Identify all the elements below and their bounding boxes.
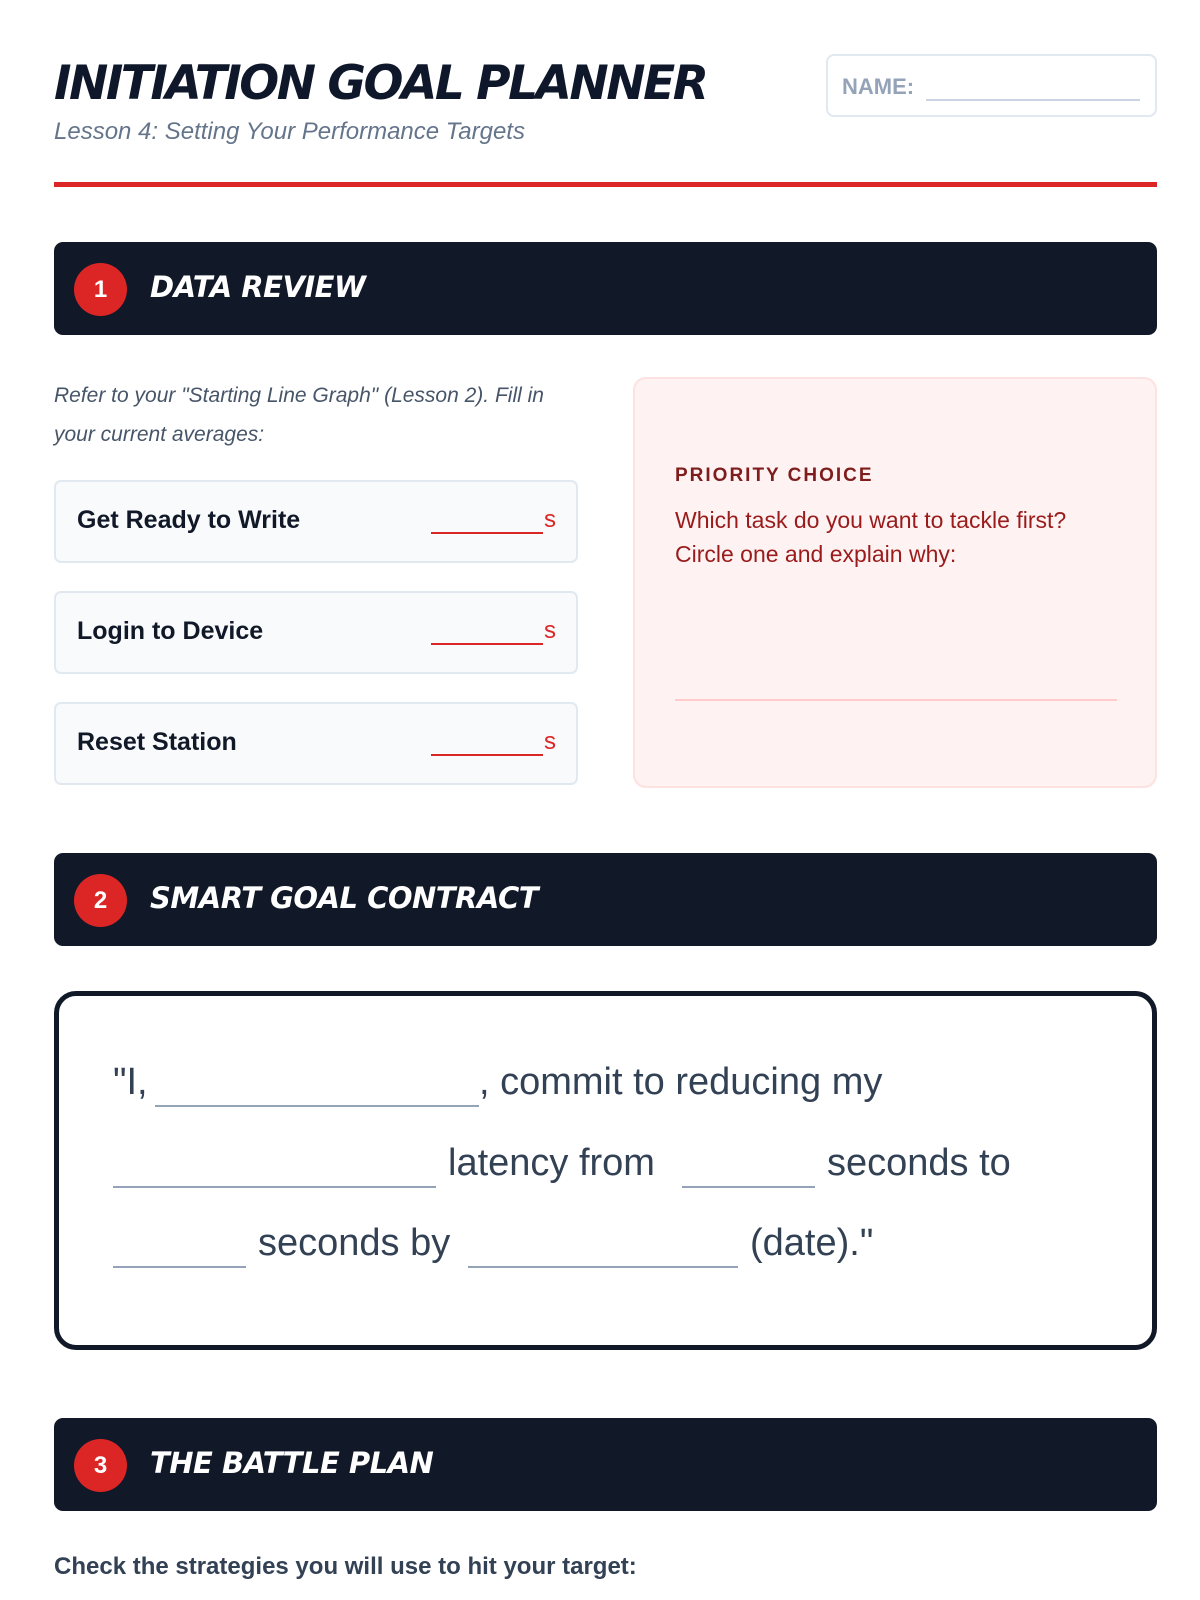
page-subtitle: Lesson 4: Setting Your Performance Targets bbox=[54, 118, 525, 145]
worksheet-page bbox=[54, 0, 1156, 1600]
name-label: NAME: bbox=[842, 74, 915, 99]
name-blank-line[interactable] bbox=[926, 99, 1140, 101]
name-field[interactable] bbox=[826, 54, 1157, 117]
task-time-blank[interactable] bbox=[431, 754, 543, 756]
contract-text: seconds by bbox=[258, 1222, 451, 1264]
section-title: DATA REVIEW bbox=[150, 270, 366, 304]
contract-text: (date)." bbox=[750, 1222, 874, 1264]
contract-date-blank[interactable] bbox=[468, 1266, 738, 1268]
section-number-badge: 3 bbox=[74, 1439, 127, 1492]
priority-question: Which task do you want to tackle first? Circle one and explain why: bbox=[675, 507, 1067, 567]
priority-heading: PRIORITY CHOICE bbox=[675, 465, 874, 486]
contract-text: , commit to reducing my bbox=[479, 1061, 883, 1103]
task-label: Get Ready to Write bbox=[77, 506, 301, 534]
task-card-reset-station bbox=[54, 702, 578, 785]
task-time-blank[interactable] bbox=[431, 532, 543, 534]
data-review-instruction: Refer to your "Starting Line Graph" (Lesson 2). Fill in your current averages: bbox=[54, 384, 544, 446]
task-card-login bbox=[54, 591, 578, 674]
task-card-get-ready bbox=[54, 480, 578, 563]
contract-to-seconds-blank[interactable] bbox=[113, 1266, 246, 1268]
section-number-badge: 1 bbox=[74, 263, 127, 316]
section-title: SMART GOAL CONTRACT bbox=[150, 881, 539, 915]
goal-contract-box bbox=[54, 991, 1157, 1350]
header-divider bbox=[54, 182, 1157, 187]
task-label: Login to Device bbox=[77, 617, 264, 645]
contract-text: latency from bbox=[448, 1142, 655, 1184]
section-banner-battle-plan bbox=[54, 1418, 1157, 1511]
section-banner-data-review bbox=[54, 242, 1157, 335]
section-banner-smart-goal bbox=[54, 853, 1157, 946]
contract-text: "I, bbox=[113, 1061, 148, 1103]
contract-name-blank[interactable] bbox=[155, 1105, 479, 1107]
task-time-blank[interactable] bbox=[431, 643, 543, 645]
section-number-badge: 2 bbox=[74, 874, 127, 927]
contract-from-seconds-blank[interactable] bbox=[682, 1186, 815, 1188]
battle-plan-instruction: Check the strategies you will use to hit your target: bbox=[54, 1553, 637, 1580]
task-unit: s bbox=[544, 728, 556, 755]
priority-answer-line[interactable] bbox=[675, 699, 1117, 701]
contract-text: seconds to bbox=[827, 1142, 1011, 1184]
section-title: THE BATTLE PLAN bbox=[150, 1446, 434, 1480]
priority-choice-box bbox=[633, 377, 1157, 788]
page-title: INITIATION GOAL PLANNER bbox=[54, 56, 707, 111]
task-unit: s bbox=[544, 506, 556, 533]
contract-task-blank[interactable] bbox=[113, 1186, 436, 1188]
task-unit: s bbox=[544, 617, 556, 644]
task-label: Reset Station bbox=[77, 728, 237, 756]
